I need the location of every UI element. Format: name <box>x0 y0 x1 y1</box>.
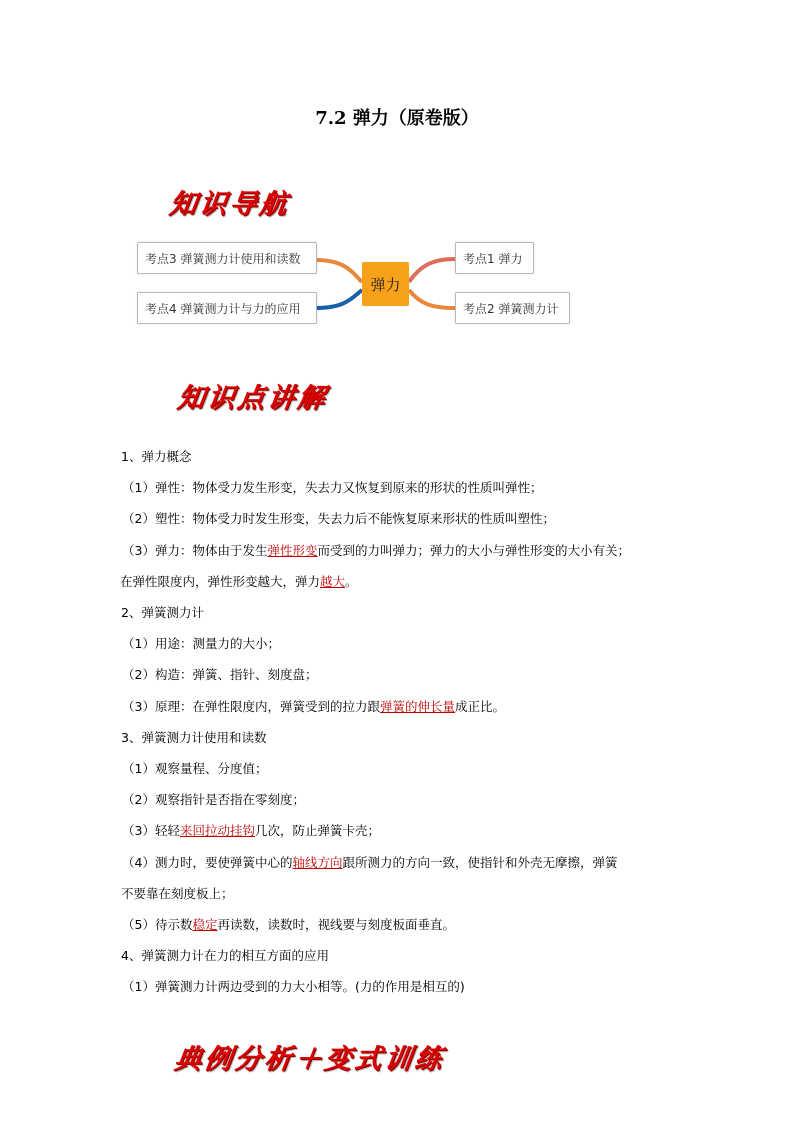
text-line: 不要靠在刻度板上； <box>121 885 234 901</box>
text-line: （2）构造：弹簧、指针、刻度盘； <box>122 667 318 683</box>
banner-examples-training: 典例分析＋变式训练 <box>172 1044 447 1075</box>
highlight-term: 弹簧的伸长量 <box>379 698 455 714</box>
banner-knowledge-nav: 知识导航 <box>167 189 292 220</box>
text-line: （3）弹力：物体由于发生弹性形变而受到的力叫弹力；弹力的大小与弹性形变的大小有关； <box>122 542 630 558</box>
highlight-term: 来回拉动挂钩 <box>179 823 255 839</box>
text-line: （1）弹性：物体受力发生形变，失去力又恢复到原来的形状的性质叫弹性； <box>122 480 543 496</box>
text-line: （3）原理：在弹性限度内，弹簧受到的拉力跟弹簧的伸长量成正比。 <box>122 698 505 714</box>
section-heading: 2、弹簧测力计 <box>121 605 204 621</box>
connector-kaodian4 <box>316 290 362 308</box>
highlight-term: 越大 <box>320 573 346 589</box>
connector-kaodian2 <box>409 290 455 308</box>
text-line: （2）塑性：物体受力时发生形变，失去力后不能恢复原来形状的性质叫塑性； <box>122 511 555 527</box>
text-line: （1）观察量程、分度值； <box>122 761 268 777</box>
highlight-term: 稳定 <box>192 917 218 933</box>
banner-knowledge-explain: 知识点讲解 <box>175 383 330 414</box>
highlight-term: 弹性形变 <box>267 542 318 558</box>
text-line: （5）待示数稳定再读数，读数时，视线要与刻度板面垂直。 <box>122 917 455 933</box>
text-line: （3）轻轻来回拉动挂钩几次，防止弹簧卡壳； <box>122 823 380 839</box>
section-heading: 4、弹簧测力计在力的相互方面的应用 <box>121 948 329 964</box>
text-line: （1）弹簧测力计两边受到的力大小相等。(力的作用是相互的) <box>122 979 465 995</box>
text-line: 在弹性限度内，弹性形变越大，弹力越大。 <box>120 573 358 589</box>
mindmap-node-kaodian3: 考点3 弹簧测力计使用和读数 <box>137 242 317 274</box>
mindmap-node-kaodian1: 考点1 弹力 <box>455 242 534 274</box>
knowledge-body <box>121 441 681 1003</box>
page-title: 7.2 弹力（原卷版） <box>315 108 479 129</box>
text-line: （1）用途：测量力的大小； <box>122 636 280 652</box>
mindmap-node-kaodian4: 考点4 弹簧测力计与力的应用 <box>137 292 317 324</box>
section-heading: 1、弹力概念 <box>121 449 192 464</box>
text-line: （2）观察指针是否指在零刻度； <box>122 792 305 808</box>
mindmap-center: 弹力 <box>362 262 409 306</box>
connector-kaodian3 <box>316 260 362 282</box>
section-heading: 3、弹簧测力计使用和读数 <box>121 729 267 745</box>
mindmap-node-kaodian2: 考点2 弹簧测力计 <box>455 292 570 324</box>
highlight-term: 轴线方向 <box>292 854 343 870</box>
connector-kaodian1 <box>409 259 455 282</box>
text-line: （4）测力时，要使弹簧中心的轴线方向跟所测力的方向一致，使指针和外壳无摩擦，弹簧 <box>122 854 618 870</box>
